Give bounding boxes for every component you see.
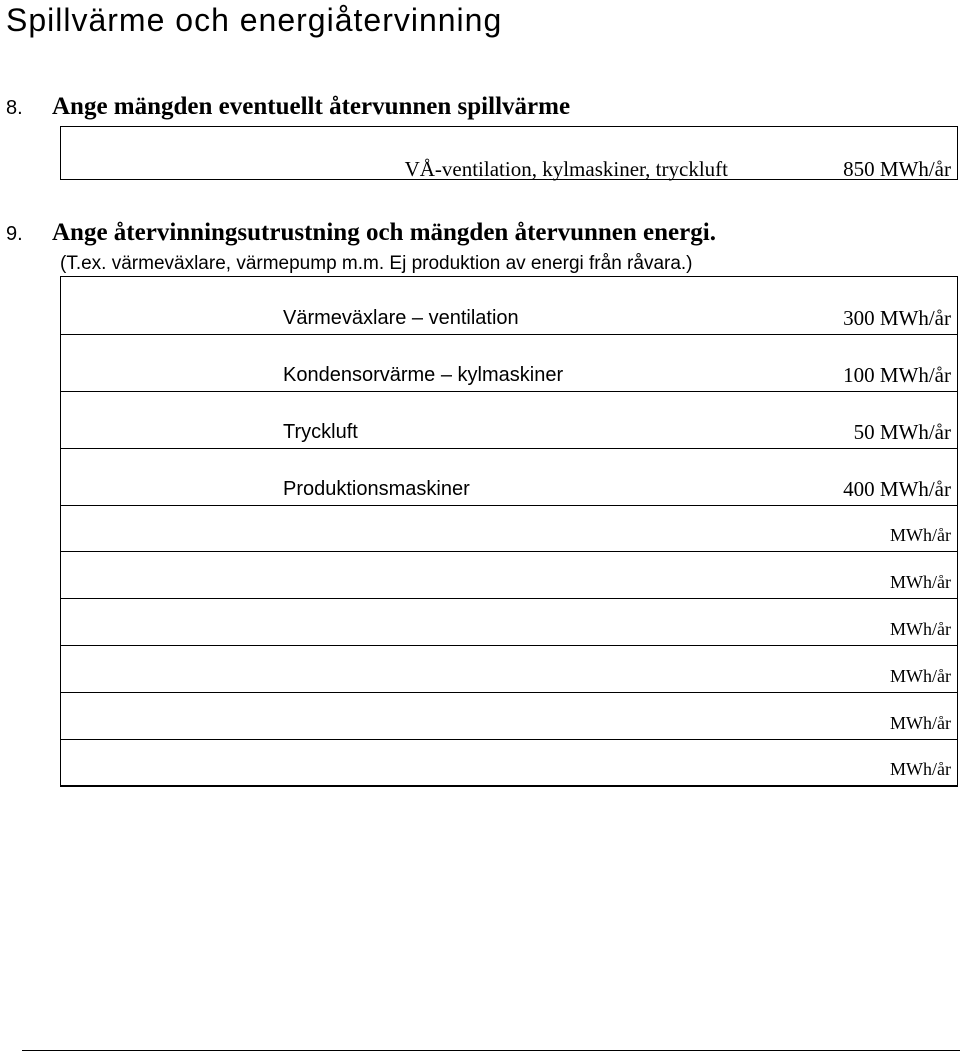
page-title: Spillvärme och energiåtervinning bbox=[6, 2, 503, 38]
answer-label: VÅ-ventilation, kylmaskiner, tryckluft bbox=[404, 157, 728, 181]
table-row bbox=[61, 551, 957, 598]
energy-amount: MWh/år bbox=[890, 666, 951, 686]
energy-amount: MWh/år bbox=[890, 525, 951, 545]
energy-amount: MWh/år bbox=[890, 572, 951, 592]
footer-divider bbox=[22, 1050, 960, 1051]
energy-amount: 100 MWh/år bbox=[843, 363, 951, 387]
table-row bbox=[61, 739, 957, 785]
table-row bbox=[61, 448, 957, 505]
energy-amount: MWh/år bbox=[890, 713, 951, 733]
energy-amount: 300 MWh/år bbox=[843, 306, 951, 330]
table-row bbox=[61, 391, 957, 448]
answer-value: 850 MWh/år bbox=[843, 157, 951, 181]
table-row bbox=[61, 505, 957, 551]
energy-amount: 50 MWh/år bbox=[853, 420, 951, 444]
equipment-name: Tryckluft bbox=[283, 421, 358, 443]
answer-box-8 bbox=[60, 126, 958, 180]
question-9-heading bbox=[6, 218, 716, 249]
table-row bbox=[61, 334, 957, 391]
question-8-heading bbox=[6, 92, 570, 123]
question-text: Ange återvinningsutrustning och mängden återvunnen energi. bbox=[52, 219, 716, 246]
table-row bbox=[61, 277, 957, 334]
table-row bbox=[61, 692, 957, 739]
answer-box-9 bbox=[60, 276, 958, 787]
equipment-name: Produktionsmaskiner bbox=[283, 478, 470, 500]
question-9-subheading: (T.ex. värmeväxlare, värmepump m.m. Ej produktion av energi från råvara.) bbox=[60, 253, 693, 274]
question-number: 9. bbox=[6, 223, 23, 245]
energy-amount: MWh/år bbox=[890, 759, 951, 779]
table-row bbox=[61, 598, 957, 645]
equipment-name: Värmeväxlare – ventilation bbox=[283, 307, 519, 329]
table-row bbox=[61, 645, 957, 692]
energy-amount: MWh/år bbox=[890, 619, 951, 639]
energy-amount: 400 MWh/år bbox=[843, 477, 951, 501]
question-number: 8. bbox=[6, 97, 23, 119]
question-text: Ange mängden eventuellt återvunnen spillvärme bbox=[52, 93, 571, 120]
equipment-name: Kondensorvärme – kylmaskiner bbox=[283, 364, 564, 386]
